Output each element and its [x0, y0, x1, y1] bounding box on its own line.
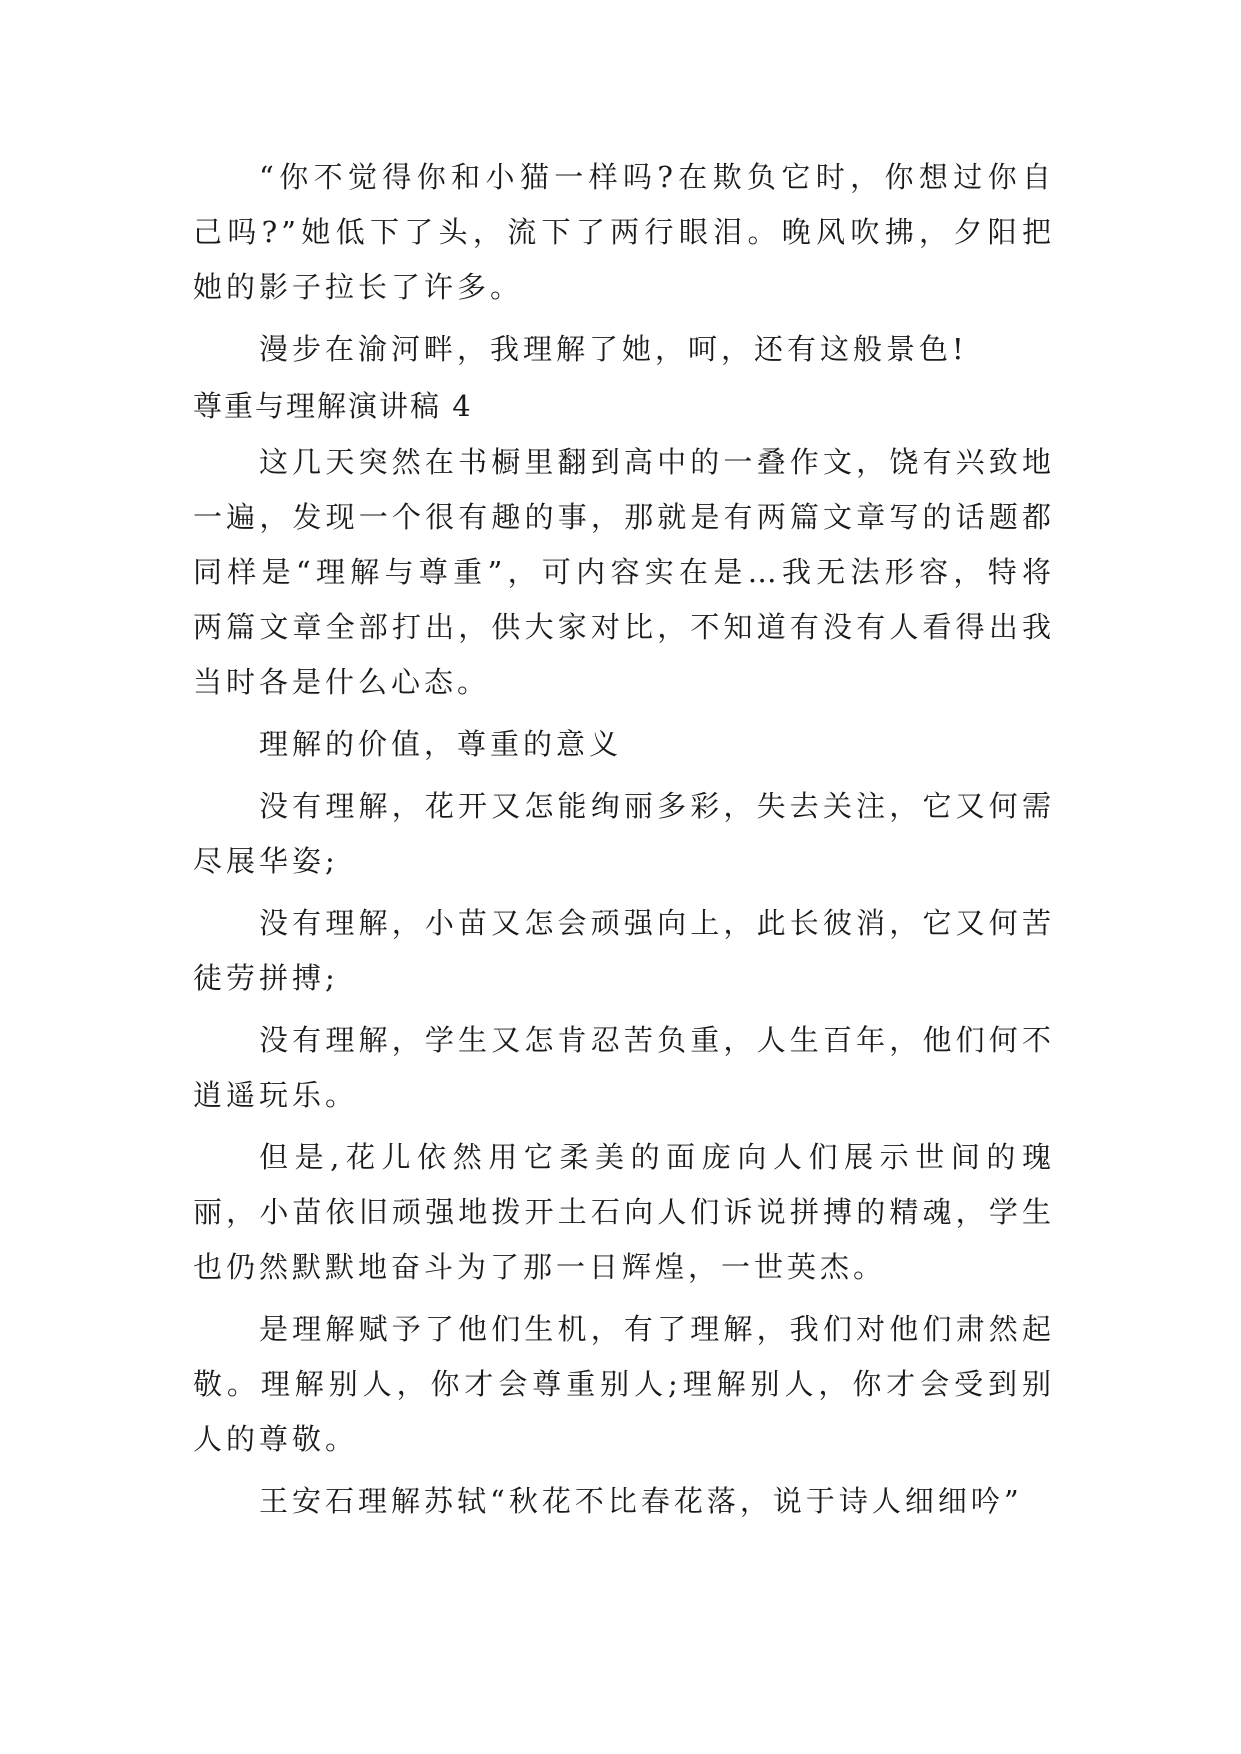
- document-body: [193, 150, 1055, 1536]
- essay-title: 理解的价值，尊重的意义: [259, 727, 623, 761]
- paragraph-7: 但是,花儿依然用它柔美的面庞向人们展示世间的瑰丽，小苗依旧顽强地拨开土石向人们诉说拼搏的精魂，学生也仍然默默地奋斗为了那一日辉煌，一世英杰。: [193, 1140, 1055, 1284]
- paragraph-8: 是理解赋予了他们生机，有了理解，我们对他们肃然起敬。理解别人，你才会尊重别人;理解别人，你才会受到别人的尊敬。: [193, 1312, 1055, 1456]
- section-heading: 尊重与理解演讲稿 4: [193, 389, 473, 423]
- paragraph-2: 漫步在渝河畔，我理解了她，呵，还有这般景色!: [259, 332, 968, 366]
- paragraph-6: 没有理解，学生又怎肯忍苦负重，人生百年，他们何不逍遥玩乐。: [193, 1023, 1055, 1112]
- paragraph-1: “你不觉得你和小猫一样吗?在欺负它时，你想过你自己吗?”她低下了头，流下了两行眼泪。晚风吹拂，夕阳把她的影子拉长了许多。: [193, 160, 1055, 304]
- paragraph-4: 没有理解，花开又怎能绚丽多彩，失去关注，它又何需尽展华姿;: [193, 789, 1055, 878]
- paragraph-3: 这几天突然在书橱里翻到高中的一叠作文，饶有兴致地一遍，发现一个很有趣的事，那就是有两篇文章写的话题都同样是“理解与尊重”，可内容实在是…我无法形容，特将两篇文章全部打出，供大家对比，不知道有没有人看得出我当时各是什么心态。: [193, 445, 1055, 699]
- paragraph-5: 没有理解，小苗又怎会顽强向上，此长彼消，它又何苦徒劳拼搏;: [193, 906, 1055, 995]
- paragraph-9: 王安石理解苏轼“秋花不比春花落，说于诗人细细吟”: [259, 1484, 1023, 1518]
